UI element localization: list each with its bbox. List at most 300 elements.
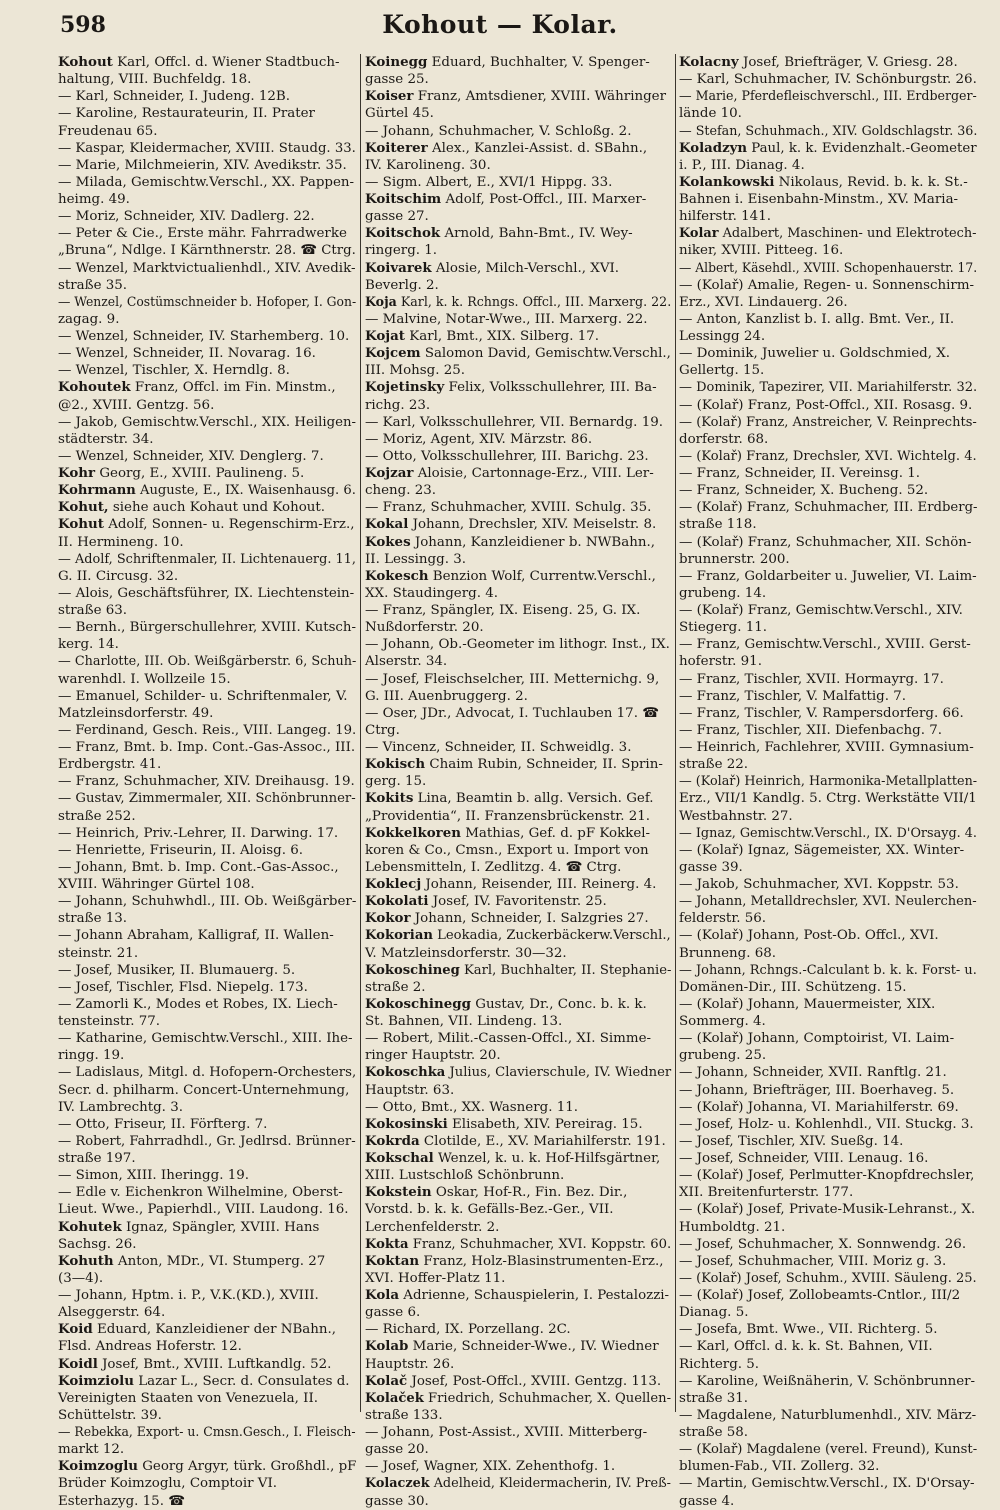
entry-line: Kokkelkoren Mathias, Gef. d. pF Kokkel- bbox=[365, 824, 651, 841]
entry-line: Bahnen i. Eisenbahn-Minstm., XV. Maria- bbox=[679, 192, 959, 207]
entry-line: — Sigm. Albert, E., XVI/1 Hippg. 33. bbox=[365, 174, 613, 190]
entry-line: richg. 23. bbox=[365, 397, 431, 413]
directory-entry bbox=[365, 568, 671, 602]
entry-surname: Koivarek bbox=[365, 259, 432, 276]
entry-line: Kohut Adolf, Sonnen- u. Regenschirm-Erz., bbox=[58, 516, 355, 533]
entry-line: — Wenzel, Costümschneider b. Hofoper, I. Gon- bbox=[58, 294, 357, 310]
entry-line: Brüder Koimzoglu, Comptoir VI. bbox=[58, 1476, 277, 1492]
entry-line: — Katharine, Gemischtw.Verschl., XIII. Ihe- bbox=[58, 1031, 353, 1047]
directory-entry bbox=[58, 379, 356, 413]
directory-entry bbox=[679, 636, 977, 670]
entry-line: — Karl, Offcl. d. k. k. St. Bahnen, VII. bbox=[679, 1339, 933, 1355]
directory-entry bbox=[58, 105, 356, 139]
directory-entry bbox=[365, 1458, 671, 1475]
directory-entry bbox=[58, 1184, 356, 1218]
entry-line: IV. Karolineng. 30. bbox=[365, 157, 491, 173]
entry-line: — Marie, Milchmeierin, XIV. Avedikstr. 35. bbox=[58, 157, 347, 173]
entry-line: — Otto, Volksschullehrer, III. Barichg. 23. bbox=[365, 448, 649, 464]
entry-line: — Karl, Schneider, I. Judeng. 12B. bbox=[58, 89, 291, 105]
entry-line: Esterhazyg. 15. ☎ bbox=[58, 1493, 185, 1509]
entry-line: — (Kolař) Franz, Anstreicher, V. Reinprechts- bbox=[679, 414, 977, 430]
entry-line: Stiegerg. 11. bbox=[679, 620, 768, 636]
entry-line: — Bernh., Bürgerschullehrer, XVIII. Kutsch- bbox=[58, 620, 357, 636]
directory-entry bbox=[58, 688, 356, 722]
directory-entry bbox=[58, 893, 356, 927]
entry-surname: Kolaček bbox=[365, 1389, 424, 1406]
entry-line: — Marie, Pferdefleischverschl., III. Erdberger- bbox=[679, 89, 977, 105]
entry-line: — Vincenz, Schneider, II. Schweidlg. 3. bbox=[365, 740, 632, 755]
entry-line: niker, XVIII. Pitteeg. 16. bbox=[679, 243, 844, 259]
entry-line: Westbahnstr. 27. bbox=[679, 808, 793, 824]
entry-line: XX. Staudingerg. 4. bbox=[365, 585, 498, 601]
entry-surname: Koidl bbox=[58, 1355, 98, 1372]
entry-line: Koid Eduard, Kanzleidiener der NBahn., bbox=[58, 1321, 337, 1338]
directory-entry bbox=[679, 71, 977, 88]
directory-entry bbox=[58, 1133, 356, 1167]
entry-line: Kolač Josef, Post-Offcl., XVIII. Gentzg. 113. bbox=[365, 1372, 662, 1389]
entry-surname: Kohutek bbox=[58, 1218, 122, 1235]
entry-line: Koinegg Eduard, Buchhalter, V. Spenger- bbox=[365, 54, 650, 70]
entry-line: — Johann, Ob.-Geometer im lithogr. Inst., IX. bbox=[365, 637, 670, 653]
entry-line: Koja Karl, k. k. Rchngs. Offcl., III. Marxerg. 22. bbox=[365, 293, 672, 310]
entry-line: XVI. Hoffer-Platz 11. bbox=[365, 1270, 506, 1286]
directory-entry bbox=[679, 1167, 977, 1201]
directory-entry bbox=[365, 534, 671, 568]
entry-line: — Wenzel, Schneider, II. Novarag. 16. bbox=[58, 346, 316, 362]
entry-line: Freudenau 65. bbox=[58, 123, 158, 139]
entry-line: — (Kolař) Johanna, VI. Mariahilferstr. 69. bbox=[679, 1099, 959, 1115]
directory-entry bbox=[58, 722, 356, 739]
entry-line: G. II. Circusg. 32. bbox=[58, 568, 179, 584]
directory-entry bbox=[365, 1236, 671, 1253]
entry-line: Matzleinsdorferstr. 49. bbox=[58, 705, 214, 721]
directory-entry bbox=[679, 876, 977, 893]
entry-line: — Karoline, Weißnäherin, V. Schönbrunner- bbox=[679, 1373, 976, 1389]
entry-line: hilferstr. 141. bbox=[679, 209, 771, 225]
column-2 bbox=[365, 54, 672, 1509]
directory-entry bbox=[679, 671, 977, 688]
entry-line: — Moriz, Schneider, XIV. Dadlerg. 22. bbox=[58, 209, 315, 225]
entry-line: — (Kolař) Johann, Mauermeister, XIX. bbox=[679, 996, 936, 1012]
directory-entry bbox=[58, 979, 356, 996]
entry-line: dorferstr. 68. bbox=[679, 431, 769, 447]
entry-line: G. III. Auenbruggerg. 2. bbox=[365, 688, 528, 704]
entry-line: — Dominik, Tapezirer, VII. Mariahilferstr. 32. bbox=[679, 380, 978, 396]
directory-entry bbox=[365, 465, 671, 499]
entry-line: — Ferdinand, Gesch. Reis., VIII. Langeg. 19. bbox=[58, 722, 357, 738]
column-divider-2 bbox=[675, 54, 676, 1412]
entry-line: gasse 20. bbox=[365, 1442, 429, 1458]
entry-line: — Wenzel, Marktvictualienhdl., XIV. Avedik- bbox=[58, 260, 356, 276]
entry-line: — Gustav, Zimmermaler, XII. Schönbrunner- bbox=[58, 791, 356, 807]
entry-line: „Bruna“, Ndlge. I Kärnthnerstr. 28. ☎ Ctrg. bbox=[58, 243, 356, 259]
entry-line: — Josef, Schuhmacher, X. Sonnwendg. 26. bbox=[679, 1236, 967, 1252]
directory-entry bbox=[58, 1356, 356, 1373]
entry-surname: Kokits bbox=[365, 790, 414, 807]
entry-line: — (Kolař) Franz, Schuhmacher, XII. Schön- bbox=[679, 534, 972, 550]
entry-line: — Josef, Musiker, II. Blumauerg. 5. bbox=[58, 962, 296, 978]
entry-line: Koidl Josef, Bmt., XVIII. Luftkandlg. 52. bbox=[58, 1355, 332, 1372]
directory-entry bbox=[679, 927, 977, 961]
entry-surname: Kokolati bbox=[365, 893, 429, 910]
entry-surname: Kokta bbox=[365, 1235, 409, 1252]
directory-entry bbox=[58, 174, 356, 208]
entry-line: — Franz, Bmt. b. Imp. Cont.-Gas-Assoc., III. bbox=[58, 740, 356, 755]
entry-surname: Kokoschinegg bbox=[365, 995, 471, 1012]
directory-entry bbox=[365, 996, 671, 1030]
entry-line: IV. Lambrechtg. 3. bbox=[58, 1099, 183, 1115]
directory-entry bbox=[58, 1219, 356, 1253]
entry-line: Dianag. 5. bbox=[679, 1305, 749, 1321]
entry-line: — Stefan, Schuhmach., XIV. Goldschlagstr. 36. bbox=[679, 123, 978, 139]
entry-line: — Ladislaus, Mitgl. d. Hofopern-Orchesters, bbox=[58, 1065, 357, 1081]
directory-entry bbox=[679, 825, 977, 842]
entry-surname: Kohout bbox=[58, 54, 113, 70]
entry-line: — Martin, Gemischtw.Verschl., IX. D'Orsay- bbox=[679, 1476, 975, 1492]
entry-line: — (Kolař) Franz, Schuhmacher, III. Erdberg- bbox=[679, 500, 978, 516]
entry-line: — Johann, Schuhmacher, V. Schloßg. 2. bbox=[365, 123, 632, 139]
entry-line: gasse 30. bbox=[365, 1493, 429, 1509]
entry-line: i. P., III. Dianag. 4. bbox=[679, 157, 805, 173]
entry-line: V. Matzleinsdorferstr. 30—32. bbox=[365, 945, 567, 961]
directory-entry bbox=[365, 1133, 671, 1150]
directory-entry bbox=[365, 1321, 671, 1338]
entry-line: — Franz, Tischler, XII. Diefenbachg. 7. bbox=[679, 722, 942, 738]
directory-entry bbox=[365, 328, 671, 345]
entry-line: Kokits Lina, Beamtin b. allg. Versich. Gef. bbox=[365, 790, 654, 807]
entry-line: Kokoschinegg Gustav, Dr., Conc. b. k. k. bbox=[365, 995, 647, 1012]
entry-line: Vereinigten Staaten von Venezuela, II. bbox=[58, 1390, 318, 1406]
entry-surname: Koladzyn bbox=[679, 139, 748, 156]
entry-line: — Josef, Holz- u. Kohlenhdl., VII. Stuckg. 3. bbox=[679, 1116, 974, 1132]
entry-line: — Josef, Tischler, Flsd. Niepelg. 173. bbox=[58, 979, 308, 995]
entry-line: Koimziolu Lazar L., Secr. d. Consulates d. bbox=[58, 1372, 350, 1389]
entry-line: — (Kolař) Magdalene (verel. Freund), Kunst- bbox=[679, 1442, 978, 1458]
entry-surname: Koid bbox=[58, 1321, 93, 1338]
directory-entry bbox=[365, 876, 671, 893]
directory-entry bbox=[679, 602, 977, 636]
directory-entry bbox=[58, 551, 356, 585]
directory-entry bbox=[58, 859, 356, 893]
page-number: 598 bbox=[60, 12, 106, 38]
entry-line: Kokstein Oskar, Hof-R., Fin. Bez. Dir., bbox=[365, 1184, 628, 1201]
directory-entry bbox=[365, 174, 671, 191]
entry-line: heimg. 49. bbox=[58, 192, 130, 207]
entry-line: — Franz, Tischler, V. Malfattig. 7. bbox=[679, 688, 907, 704]
directory-entry bbox=[365, 1184, 671, 1235]
entry-line: städterstr. 34. bbox=[58, 431, 154, 447]
directory-entry bbox=[365, 140, 671, 174]
entry-surname: Kohut bbox=[58, 516, 104, 533]
entry-line: Kojetinsky Felix, Volksschullehrer, III. Ba- bbox=[365, 379, 657, 396]
directory-entry bbox=[679, 1321, 977, 1338]
entry-line: Erdbergstr. 41. bbox=[58, 757, 162, 773]
entry-line: Kokesch Benzion Wolf, Currentw.Verschl., bbox=[365, 567, 656, 584]
entry-line: Kohutek Ignaz, Spängler, XVIII. Hans bbox=[58, 1218, 320, 1235]
directory-entry bbox=[365, 739, 671, 756]
entry-line: — Josefa, Bmt. Wwe., VII. Richterg. 5. bbox=[679, 1322, 938, 1338]
entry-surname: Kokrda bbox=[365, 1132, 420, 1149]
entry-line: — (Kolař) Josef, Perlmutter-Knopfdrechsler, bbox=[679, 1168, 975, 1184]
entry-line: Erz., VII/1 Kandlg. 5. Ctrg. Werkstätte VII/1 bbox=[679, 791, 977, 807]
entry-line: Lessingg 24. bbox=[679, 329, 766, 344]
entry-line: markt 12. bbox=[58, 1442, 125, 1458]
entry-surname: Kolaczek bbox=[365, 1475, 430, 1492]
directory-entry bbox=[679, 379, 977, 396]
directory-entry bbox=[365, 602, 671, 636]
directory-entry bbox=[365, 431, 671, 448]
entry-line: kerg. 14. bbox=[58, 637, 119, 653]
directory-entry bbox=[365, 294, 671, 311]
directory-entry bbox=[365, 825, 671, 876]
entry-line: Koiser Franz, Amtsdiener, XVIII. Währinger bbox=[365, 88, 666, 105]
directory-entry bbox=[365, 1116, 671, 1133]
entry-line: Hauptstr. 26. bbox=[365, 1356, 455, 1372]
entry-line: — Johann, Rchngs.-Calculant b. k. k. Forst- u. bbox=[679, 962, 977, 978]
directory-entry bbox=[679, 54, 977, 71]
entry-line: — Wenzel, Tischler, X. Herndlg. 8. bbox=[58, 363, 290, 379]
entry-line: Hauptstr. 63. bbox=[365, 1082, 455, 1098]
entry-line: Gellertg. 15. bbox=[679, 363, 765, 379]
entry-surname: Kohoutek bbox=[58, 379, 131, 396]
directory-entry bbox=[679, 705, 977, 722]
entry-line: — Dominik, Juwelier u. Goldschmied, X. bbox=[679, 346, 951, 362]
entry-line: Koiterer Alex., Kanzlei-Assist. d. SBahn., bbox=[365, 139, 648, 156]
entry-line: Kokes Johann, Kanzleidiener b. NWBahn., bbox=[365, 533, 655, 550]
entry-line: — Josef, Schuhmacher, VIII. Moriz g. 3. bbox=[679, 1253, 947, 1269]
entry-line: Koivarek Alosie, Milch-Verschl., XVI. bbox=[365, 259, 620, 276]
entry-line: Lebensmitteln, I. Zedlitzg. 4. ☎ Ctrg. bbox=[365, 859, 622, 875]
entry-line: — (Kolař) Ignaz, Sägemeister, XX. Winter- bbox=[679, 842, 965, 858]
directory-entry bbox=[58, 482, 356, 499]
directory-entry bbox=[365, 927, 671, 961]
directory-entry bbox=[365, 1150, 671, 1184]
entry-line: — (Kolař) Franz, Gemischtw.Verschl., XIV. bbox=[679, 603, 963, 618]
entry-surname: Kohuth bbox=[58, 1252, 114, 1269]
directory-entry bbox=[679, 568, 977, 602]
entry-line: straße 118. bbox=[679, 517, 757, 533]
entry-line: grubeng. 14. bbox=[679, 585, 767, 601]
directory-entry bbox=[58, 294, 356, 328]
entry-surname: Kokstein bbox=[365, 1184, 432, 1201]
directory-entry bbox=[679, 414, 977, 448]
entry-line: Gürtel 45. bbox=[365, 106, 434, 122]
directory-entry bbox=[365, 191, 671, 225]
entry-line: „Providentia“, II. Franzensbrückenstr. 21. bbox=[365, 808, 651, 824]
directory-entry bbox=[365, 1338, 671, 1372]
entry-line: Kolab Marie, Schneider-Wwe., IV. Wiedner bbox=[365, 1338, 659, 1355]
entry-line: felderstr. 56. bbox=[679, 911, 767, 927]
directory-entry bbox=[679, 88, 977, 122]
entry-line: — Malvine, Notar-Wwe., III. Marxerg. 22. bbox=[365, 311, 648, 327]
entry-surname: Kojcem bbox=[365, 345, 421, 362]
directory-entry bbox=[365, 448, 671, 465]
entry-line: — (Kolař) Johann, Post-Ob. Offcl., XVI. bbox=[679, 928, 939, 944]
entry-line: blumen-Fab., VII. Zollerg. 32. bbox=[679, 1459, 880, 1475]
directory-entry bbox=[365, 1064, 671, 1098]
directory-entry bbox=[58, 499, 356, 516]
entry-line: — Moriz, Agent, XIV. Märzstr. 86. bbox=[365, 431, 593, 447]
entry-line: — (Kolař) Josef, Schuhm., XVIII. Säuleng. 25. bbox=[679, 1270, 977, 1286]
entry-line: Kokal Johann, Drechsler, XIV. Meiselstr. 8. bbox=[365, 516, 657, 533]
entry-line: straße 252. bbox=[58, 808, 136, 824]
entry-line: — (Kolař) Franz, Drechsler, XVI. Wichtelg. 4. bbox=[679, 448, 977, 464]
entry-line: tensteinstr. 77. bbox=[58, 1014, 161, 1029]
page-title: Kohout — Kolar. bbox=[382, 10, 618, 39]
directory-entry bbox=[58, 54, 356, 88]
entry-line: III. Mohsg. 25. bbox=[365, 363, 466, 379]
entry-line: Humboldtg. 21. bbox=[679, 1219, 786, 1235]
entry-surname: Kokal bbox=[365, 516, 409, 533]
directory-entry bbox=[58, 345, 356, 362]
entry-line: — Oser, JDr., Advocat, I. Tuchlauben 17. ☎ bbox=[365, 705, 659, 721]
entry-line: Koitschok Arnold, Bahn-Bmt., IV. Wey- bbox=[365, 225, 633, 242]
directory-entry bbox=[679, 1201, 977, 1235]
entry-line: (3—4). bbox=[58, 1270, 104, 1286]
directory-entry bbox=[679, 277, 977, 311]
entry-line: Kokrda Clotilde, E., XV. Mariahilferstr. 191. bbox=[365, 1132, 666, 1149]
directory-entry bbox=[365, 1390, 671, 1424]
directory-entry bbox=[679, 962, 977, 996]
entry-line: II. Hermineng. 10. bbox=[58, 534, 184, 550]
directory-entry bbox=[365, 705, 671, 739]
entry-line: Kohuth Anton, MDr., VI. Stumperg. 27 bbox=[58, 1252, 326, 1269]
directory-entry bbox=[58, 516, 356, 550]
directory-entry bbox=[679, 123, 977, 140]
entry-line: — Ignaz, Gemischtw.Verschl., IX. D'Orsayg. 4. bbox=[679, 825, 977, 841]
entry-line: gasse 39. bbox=[679, 859, 743, 875]
entry-surname: Koja bbox=[365, 293, 397, 310]
directory-entry bbox=[58, 1116, 356, 1133]
entry-line: — Magdalene, Naturblumenhdl., XIV. März- bbox=[679, 1407, 977, 1423]
entry-line: — Franz, Schuhmacher, XVIII. Schulg. 35. bbox=[365, 500, 652, 516]
directory-entry bbox=[679, 996, 977, 1030]
directory-entry bbox=[365, 311, 671, 328]
entry-line: Kola Adrienne, Schauspielerin, I. Pestalozzi- bbox=[365, 1287, 670, 1303]
entry-line: — Johann, Hptm. i. P., V.K.(KD.), XVIII. bbox=[58, 1288, 319, 1303]
entry-line: — Peter & Cie., Erste mähr. Fahrradwerke bbox=[58, 226, 347, 242]
entry-surname: Kokes bbox=[365, 533, 411, 550]
entry-line: gasse 27. bbox=[365, 209, 429, 225]
directory-entry bbox=[365, 414, 671, 431]
directory-entry bbox=[679, 1116, 977, 1133]
entry-line: — Franz, Schuhmacher, XIV. Dreihausg. 19. bbox=[58, 774, 355, 790]
directory-entry bbox=[679, 397, 977, 414]
directory-entry bbox=[58, 157, 356, 174]
directory-entry bbox=[365, 671, 671, 705]
directory-entry bbox=[365, 636, 671, 670]
directory-entry bbox=[58, 842, 356, 859]
directory-entry bbox=[679, 722, 977, 739]
entry-line: Domänen-Dir., III. Schützeng. 15. bbox=[679, 979, 907, 995]
entry-line: Kokisch Chaim Rubin, Schneider, II. Sprin- bbox=[365, 756, 663, 773]
entry-surname: Koitschim bbox=[365, 191, 442, 207]
directory-entry bbox=[365, 790, 671, 824]
entry-line: Lerchenfelderstr. 2. bbox=[365, 1219, 500, 1235]
entry-line: Alserstr. 34. bbox=[365, 654, 448, 670]
entry-line: Koktan Franz, Holz-Blasinstrumenten-Erz., bbox=[365, 1252, 664, 1269]
entry-line: Kokoschineg Karl, Buchhalter, II. Stephanie- bbox=[365, 961, 672, 978]
entry-line: warenhdl. I. Wollzeile 15. bbox=[58, 671, 231, 687]
directory-entry bbox=[679, 1150, 977, 1167]
entry-surname: Koimzoglu bbox=[58, 1458, 139, 1475]
directory-entry bbox=[58, 362, 356, 379]
directory-entry bbox=[679, 1475, 977, 1509]
directory-entry bbox=[365, 1099, 671, 1116]
entry-line: Kolacny Josef, Briefträger, V. Griesg. 28. bbox=[679, 54, 958, 70]
entry-line: steinstr. 21. bbox=[58, 945, 139, 961]
entry-line: — Franz, Schneider, II. Vereinsg. 1. bbox=[679, 466, 921, 481]
directory-entry bbox=[58, 1424, 356, 1458]
entry-line: — Franz, Tischler, V. Rampersdorferg. 66. bbox=[679, 705, 964, 721]
directory-entry bbox=[679, 1338, 977, 1372]
entry-line: — Karl, Volksschullehrer, VII. Bernardg. 19. bbox=[365, 414, 663, 430]
directory-entry bbox=[365, 88, 671, 122]
entry-line: Kolar Adalbert, Maschinen- und Elektrotech- bbox=[679, 225, 977, 242]
column-divider-1 bbox=[360, 54, 361, 1412]
entry-line: Lieut. Wwe., Papierhdl., VIII. Laudong. 16. bbox=[58, 1202, 349, 1218]
directory-entry bbox=[679, 1236, 977, 1253]
directory-entry bbox=[365, 1287, 671, 1321]
entry-line: — Franz, Tischler, XVII. Hormayrg. 17. bbox=[679, 671, 944, 687]
column-1 bbox=[58, 54, 357, 1509]
entry-line: Beverlg. 2. bbox=[365, 277, 439, 293]
entry-line: Erz., XVI. Lindauerg. 26. bbox=[679, 294, 848, 310]
entry-line: — Johann, Metalldrechsler, XVI. Neulerchen- bbox=[679, 894, 977, 910]
entry-line: Kokschal Wenzel, k. u. k. Hof-Hilfsgärtner, bbox=[365, 1150, 661, 1166]
entry-surname: Koklecj bbox=[365, 876, 422, 892]
entry-line: ringerg. 1. bbox=[365, 243, 438, 259]
entry-line: Kokoschka Julius, Clavierschule, IV. Wiedner bbox=[365, 1064, 672, 1081]
entry-line: Kokor Johann, Schneider, I. Salzgries 27. bbox=[365, 910, 649, 927]
directory-entry bbox=[365, 756, 671, 790]
entry-surname: Koinegg bbox=[365, 54, 428, 70]
directory-entry bbox=[679, 260, 977, 277]
entry-line: straße 22. bbox=[679, 757, 749, 773]
directory-entry bbox=[679, 174, 977, 225]
entry-surname: Kokisch bbox=[365, 756, 426, 773]
entry-line: Kokorian Leokadia, Zuckerbäckerw.Verschl., bbox=[365, 927, 671, 944]
entry-surname: Kokosinski bbox=[365, 1115, 448, 1132]
entry-line: XVIII. Währinger Gürtel 108. bbox=[58, 877, 255, 892]
entry-line: — Josef, Schneider, VIII. Lenaug. 16. bbox=[679, 1151, 929, 1166]
directory-entry bbox=[679, 1064, 977, 1081]
directory-entry bbox=[679, 739, 977, 773]
entry-line: ringer Hauptstr. 20. bbox=[365, 1048, 501, 1064]
entry-line: — Kaspar, Kleidermacher, XVIII. Staudg. 33. bbox=[58, 140, 356, 156]
entry-line: Kokosinski Elisabeth, XIV. Pereirag. 15. bbox=[365, 1115, 643, 1132]
entry-line: koren & Co., Cmsn., Export u. Import von bbox=[365, 842, 649, 858]
entry-line: Secr. d. philharm. Concert-Unternehmung, bbox=[58, 1082, 350, 1098]
entry-line: Sachsg. 26. bbox=[58, 1236, 137, 1252]
entry-line: straße 2. bbox=[365, 979, 426, 995]
entry-line: — (Kolař) Franz, Post-Offcl., XII. Rosasg. 9. bbox=[679, 397, 973, 413]
directory-entry bbox=[58, 619, 356, 653]
directory-entry bbox=[365, 379, 671, 413]
directory-entry bbox=[679, 140, 977, 174]
directory-entry bbox=[679, 688, 977, 705]
entry-surname: Kohut, bbox=[58, 499, 109, 516]
directory-entry bbox=[365, 54, 671, 88]
directory-entry bbox=[58, 414, 356, 448]
entry-line: — Wenzel, Schneider, XIV. Denglerg. 7. bbox=[58, 448, 324, 464]
entry-line: grubeng. 25. bbox=[679, 1048, 767, 1064]
directory-entry bbox=[58, 996, 356, 1030]
entry-line: — Anton, Kanzlist b. I. allg. Bmt. Ver., II. bbox=[679, 311, 955, 327]
entry-line: gasse 25. bbox=[365, 72, 429, 88]
directory-entry bbox=[679, 1133, 977, 1150]
entry-line: straße 63. bbox=[58, 603, 128, 618]
